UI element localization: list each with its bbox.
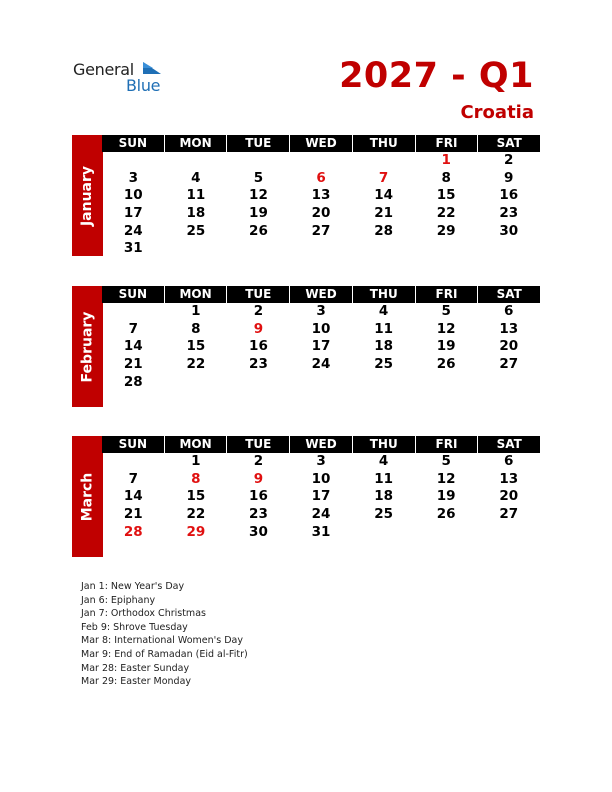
day-cell: 13	[499, 470, 519, 487]
holiday-item: Jan 6: Epiphany	[81, 594, 156, 606]
weekday-header	[102, 286, 540, 303]
day-cell: 29	[186, 523, 206, 540]
day-cell: 9	[253, 470, 264, 487]
day-cell: 3	[316, 453, 326, 469]
weekday-thu: THU	[353, 286, 416, 303]
holiday-list	[81, 580, 248, 689]
day-cell: 4	[378, 303, 389, 319]
holiday-item: Mar 8: International Women's Day	[81, 635, 243, 647]
week-row	[102, 152, 540, 170]
day-cell: 15	[436, 187, 456, 204]
empty-day-cell	[102, 152, 165, 170]
weekday-wed: WED	[290, 436, 353, 453]
week-row	[102, 303, 540, 321]
day-cell: 14	[123, 488, 143, 505]
empty-day-cell	[227, 374, 290, 392]
empty-day-cell	[477, 374, 540, 392]
day-cell: 31	[311, 523, 331, 540]
day-cell: 2	[253, 303, 264, 319]
empty-day-cell	[290, 240, 353, 258]
empty-day-cell	[352, 152, 415, 170]
day-cell: 4	[191, 169, 201, 186]
day-cell: 19	[436, 488, 456, 505]
day-cell: 27	[311, 222, 331, 239]
week-row	[102, 321, 540, 339]
day-cell: 7	[128, 320, 138, 337]
empty-day-cell	[477, 524, 540, 542]
day-cell: 10	[311, 470, 331, 487]
day-cell: 17	[311, 338, 331, 355]
day-cell: 2	[253, 453, 264, 469]
weekday-mon: MON	[165, 436, 228, 453]
day-cell: 21	[374, 205, 393, 222]
day-cell: 14	[123, 338, 143, 355]
day-cell: 1	[191, 453, 201, 469]
weekday-tue: TUE	[227, 286, 290, 303]
day-cell: 27	[499, 506, 519, 523]
day-cell: 10	[311, 320, 331, 337]
day-cell: 31	[123, 240, 143, 257]
empty-day-cell	[290, 374, 353, 392]
holiday-item: Feb 9: Shrove Tuesday	[81, 621, 188, 633]
day-cell: 5	[253, 169, 264, 186]
day-cell: 11	[374, 320, 393, 337]
day-cell: 9	[253, 320, 264, 337]
brand-word-general: General	[73, 60, 134, 79]
day-cell: 24	[123, 222, 143, 239]
month-grid	[102, 135, 540, 258]
week-row	[102, 488, 540, 506]
day-cell: 28	[123, 523, 143, 540]
day-cell: 16	[499, 187, 519, 204]
weekday-sun: SUN	[102, 436, 165, 453]
week-row	[102, 506, 540, 524]
brand-word-blue: Blue	[126, 76, 161, 95]
day-cell: 20	[311, 205, 331, 222]
empty-day-cell	[415, 374, 478, 392]
holiday-item: Jan 7: Orthodox Christmas	[81, 608, 206, 620]
holiday-item: Mar 9: End of Ramadan (Eid al-Fitr)	[81, 648, 248, 660]
day-cell: 8	[441, 169, 451, 186]
month-label: February	[79, 311, 96, 382]
month-label: March	[79, 472, 96, 521]
day-cell: 17	[311, 488, 331, 505]
day-cell: 10	[123, 187, 143, 204]
week-row	[102, 453, 540, 471]
day-cell: 22	[436, 205, 456, 222]
day-cell: 9	[504, 169, 514, 186]
day-cell: 18	[374, 488, 393, 505]
day-cell: 5	[441, 303, 451, 319]
holiday-item: Mar 29: Easter Monday	[81, 676, 192, 688]
week-row	[102, 240, 540, 258]
page-title: 2027 - Q1	[339, 56, 534, 96]
week-row	[102, 338, 540, 356]
day-cell: 3	[316, 303, 326, 319]
empty-day-cell	[227, 240, 290, 258]
month-label: January	[79, 165, 96, 226]
day-cell: 4	[378, 453, 389, 469]
day-cell: 8	[191, 470, 201, 487]
day-cell: 26	[249, 222, 268, 239]
day-cell: 23	[499, 205, 519, 222]
day-cell: 8	[191, 320, 201, 337]
day-cell: 12	[436, 320, 456, 337]
day-cell: 30	[499, 222, 519, 239]
day-cell: 29	[436, 222, 456, 239]
week-row	[102, 187, 540, 205]
day-cell: 18	[186, 205, 206, 222]
day-cell: 24	[311, 506, 331, 523]
day-cell: 20	[499, 338, 519, 355]
empty-day-cell	[415, 524, 478, 542]
holiday-item: Jan 1: New Year's Day	[81, 581, 185, 592]
weekday-fri: FRI	[416, 286, 479, 303]
day-cell: 21	[123, 506, 143, 523]
day-cell: 15	[186, 488, 206, 505]
day-cell: 19	[249, 205, 268, 222]
day-cell: 6	[504, 303, 514, 319]
brand-logo	[73, 58, 173, 98]
empty-day-cell	[165, 374, 228, 392]
day-cell: 14	[374, 187, 393, 204]
empty-day-cell	[352, 374, 415, 392]
week-row	[102, 356, 540, 374]
weekday-wed: WED	[290, 135, 353, 152]
day-cell: 20	[499, 488, 519, 505]
weekday-tue: TUE	[227, 436, 290, 453]
day-cell: 12	[249, 187, 268, 204]
week-row	[102, 524, 540, 542]
weekday-fri: FRI	[416, 436, 479, 453]
day-cell: 5	[441, 453, 451, 469]
empty-day-cell	[165, 152, 228, 170]
empty-day-cell	[290, 152, 353, 170]
day-cell: 3	[128, 169, 138, 186]
day-cell: 16	[249, 338, 268, 355]
day-cell: 6	[504, 453, 514, 469]
empty-day-cell	[102, 303, 165, 321]
day-cell: 2	[504, 152, 514, 168]
empty-day-cell	[352, 524, 415, 542]
day-cell: 21	[123, 356, 143, 373]
weekday-header	[102, 135, 540, 152]
day-cell: 11	[186, 187, 206, 204]
weekday-tue: TUE	[227, 135, 290, 152]
week-row	[102, 205, 540, 223]
week-row	[102, 223, 540, 241]
weekday-mon: MON	[165, 135, 228, 152]
day-cell: 1	[191, 303, 201, 319]
day-cell: 25	[374, 506, 393, 523]
day-cell: 17	[123, 205, 143, 222]
day-cell: 26	[436, 356, 456, 373]
day-cell: 22	[186, 356, 206, 373]
day-cell: 23	[249, 506, 268, 523]
day-cell: 13	[311, 187, 331, 204]
day-cell: 11	[374, 470, 393, 487]
day-cell: 7	[378, 169, 389, 186]
month-grid	[102, 286, 540, 391]
day-cell: 25	[374, 356, 393, 373]
weekday-mon: MON	[165, 286, 228, 303]
weekday-sat: SAT	[478, 436, 540, 453]
week-row	[102, 170, 540, 188]
day-cell: 27	[499, 356, 519, 373]
country-name: Croatia	[460, 102, 534, 123]
week-row	[102, 374, 540, 392]
weekday-thu: THU	[353, 135, 416, 152]
empty-day-cell	[165, 240, 228, 258]
weekday-thu: THU	[353, 436, 416, 453]
day-cell: 19	[436, 338, 456, 355]
day-cell: 24	[311, 356, 331, 373]
day-cell: 15	[186, 338, 206, 355]
weekday-sun: SUN	[102, 135, 165, 152]
day-cell: 6	[316, 169, 326, 186]
day-cell: 12	[436, 470, 456, 487]
weekday-sat: SAT	[478, 286, 540, 303]
day-cell: 16	[249, 488, 268, 505]
day-cell: 22	[186, 506, 206, 523]
day-cell: 25	[186, 222, 206, 239]
empty-day-cell	[477, 240, 540, 258]
empty-day-cell	[227, 152, 290, 170]
day-cell: 18	[374, 338, 393, 355]
weekday-header	[102, 436, 540, 453]
empty-day-cell	[102, 453, 165, 471]
day-cell: 23	[249, 356, 268, 373]
weekday-sat: SAT	[478, 135, 540, 152]
day-cell: 28	[374, 222, 393, 239]
day-cell: 1	[441, 152, 451, 168]
weekday-wed: WED	[290, 286, 353, 303]
day-cell: 7	[128, 470, 138, 487]
holiday-item: Mar 28: Easter Sunday	[81, 662, 190, 674]
empty-day-cell	[415, 240, 478, 258]
day-cell: 30	[249, 523, 268, 540]
month-grid	[102, 436, 540, 541]
empty-day-cell	[352, 240, 415, 258]
weekday-sun: SUN	[102, 286, 165, 303]
day-cell: 28	[123, 373, 143, 390]
day-cell: 13	[499, 320, 519, 337]
weekday-fri: FRI	[416, 135, 479, 152]
day-cell: 26	[436, 506, 456, 523]
week-row	[102, 471, 540, 489]
